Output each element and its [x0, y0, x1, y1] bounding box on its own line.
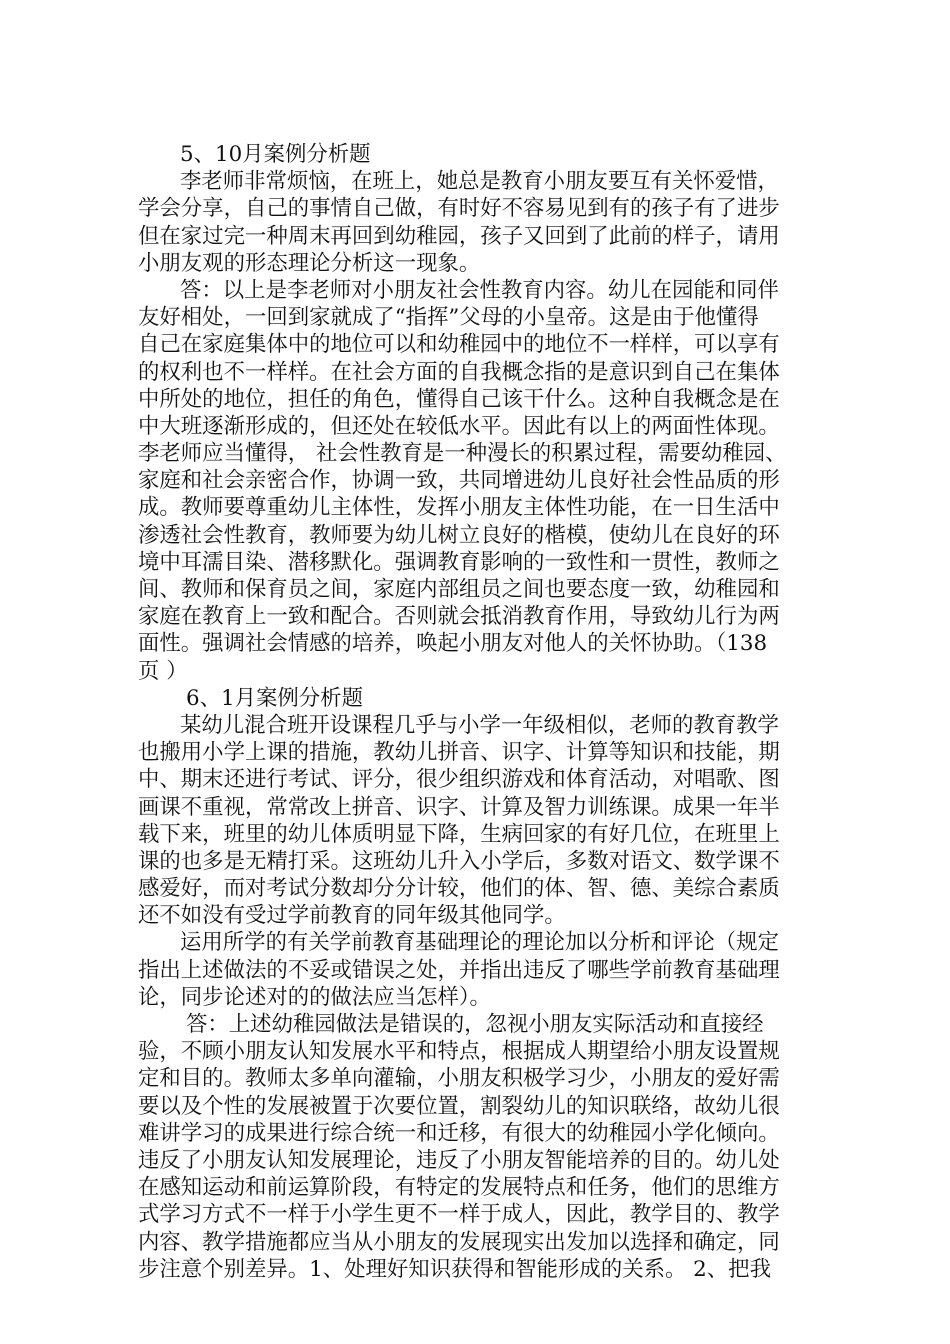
text-line: 6、1月案例分析题: [186, 685, 363, 711]
text-line: 验，不顾小朋友认知发展水平和特点，根据成人期望给小朋友设置规: [138, 1039, 780, 1065]
text-line: 指出上述做法的不妥或错误之处，并指出违反了哪些学前教育基础理: [138, 957, 780, 983]
text-line: 式学习方式不一样于小学生更不一样于成人，因此，教学目的、教学: [138, 1202, 780, 1228]
text-line: 中所处的地位，担任的角色，懂得自己该干什么。这种自我概念是在: [138, 386, 780, 412]
text-line: 要以及个性的发展被置于次要位置，割裂幼儿的知识联络，故幼儿很: [138, 1093, 780, 1119]
text-line: 内容、教学措施都应当从小朋友的发展现实出发加以选择和确定，同: [138, 1229, 780, 1255]
text-line: 间、教师和保育员之间，家庭内部组员之间也要态度一致，幼稚园和: [138, 577, 780, 602]
text-line: 载下来，班里的幼儿体质明显下降，生病回家的有好几位，在班里上: [138, 821, 780, 847]
text-line: 面性。强调社会情感的培养，唤起小朋友对他人的关怀协助。（138: [138, 631, 768, 657]
text-line: 画课不重视，常常改上拼音、识字、计算及智力训练课。成果一年半: [138, 794, 780, 820]
text-line: 答：以上是李老师对小朋友社会性教育内容。幼儿在园能和同伴: [180, 277, 779, 303]
text-line: 的权利也不一样样。在社会方面的自我概念指的是意识到自己在集体: [138, 359, 780, 385]
text-line: 难讲学习的成果进行综合统一和迁移，有很大的幼稚园小学化倾向。: [138, 1120, 780, 1146]
text-line: 答：上述幼稚园做法是错误的，忽视小朋友实际活动和直接经: [186, 1012, 764, 1037]
text-line: 成。教师要尊重幼儿主体性，发挥小朋友主体性功能，在一日生活中: [138, 495, 780, 521]
text-line: 论，同步论述对的的做法应当怎样）。: [138, 984, 491, 1010]
text-line: 5、10月案例分析题: [180, 142, 371, 167]
text-line: 页 ）: [138, 658, 188, 684]
text-line: 在感知运动和前运算阶段，有特定的发展特点和任务，他们的思维方: [138, 1175, 780, 1201]
text-line: 李老师应当懂得， 社会性教育是一种漫长的积累过程，需要幼稚园、: [138, 441, 787, 467]
text-line: 中大班逐渐形成的，但还处在较低水平。因此有以上的两面性体现。: [138, 413, 780, 439]
text-line: 违反了小朋友认知发展理论，违反了小朋友智能培养的目的。幼儿处: [138, 1147, 780, 1173]
text-line: 小朋友观的形态理论分析这一现象。: [138, 250, 481, 276]
text-line: 课的也多是无精打采。这班幼儿升入小学后，多数对语文、数学课不: [138, 848, 780, 874]
text-line: 家庭在教育上一致和配合。否则就会抵消教育作用，导致幼儿行为两: [138, 604, 780, 630]
text-line: 感爱好，而对考试分数却分分计较，他们的体、智、德、美综合素质: [138, 876, 780, 902]
text-line: 定和目的。教师太多单向灌输，小朋友积极学习少，小朋友的爱好需: [138, 1066, 780, 1092]
text-line: 李老师非常烦恼，在班上，她总是教育小朋友要互有关怀爱惜，: [180, 169, 779, 195]
text-line: 步注意个别差异。1、处理好知识获得和智能形成的关系。 2、把我: [138, 1256, 771, 1282]
text-line: 学会分享，自己的事情自己做，有时好不容易见到有的孩子有了进步: [138, 196, 780, 222]
text-line: 自己在家庭集体中的地位可以和幼稚园中的地位不一样样，可以享有: [138, 332, 780, 358]
text-line: 某幼儿混合班开设课程几乎与小学一年级相似，老师的教育教学: [180, 712, 779, 738]
text-line: 家庭和社会亲密合作，协调一致，共同增进幼儿良好社会性品质的形: [138, 468, 780, 494]
text-line: 境中耳濡目染、潜移默化。强调教育影响的一致性和一贯性，教师之: [138, 549, 780, 575]
text-line: 还不如没有受过学前教育的同年级其他同学。: [138, 903, 566, 929]
text-line: 也搬用小学上课的措施，教幼儿拼音、识字、计算等知识和技能，期: [138, 740, 780, 766]
text-line: 友好相处，一回到家就成了“指挥”父母的小皇帝。这是由于他懂得: [138, 305, 759, 331]
text-line: 渗透社会性教育，教师要为幼儿树立良好的楷模，使幼儿在良好的环: [138, 522, 780, 548]
text-line: 运用所学的有关学前教育基础理论的理论加以分析和评论（规定: [180, 930, 779, 956]
text-line: 中、期末还进行考试、评分，很少组织游戏和体育活动，对唱歌、图: [138, 767, 780, 793]
text-line: 但在家过完一种周末再回到幼稚园，孩子又回到了此前的样子，请用: [138, 223, 780, 249]
document-body: [138, 141, 818, 1283]
